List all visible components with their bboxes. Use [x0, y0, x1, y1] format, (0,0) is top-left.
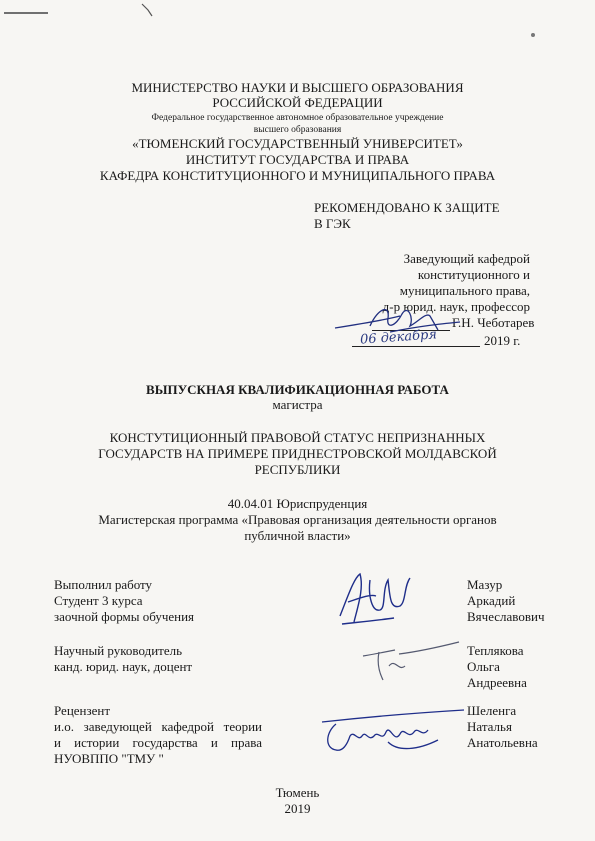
speciality-code: 40.04.01 Юриспруденция [227, 496, 368, 511]
work-title-line-2: ГОСУДАРСТВ НА ПРИМЕРЕ ПРИДНЕСТРОВСКОЙ МОЛДАВСКОЙ [98, 446, 497, 461]
student-patronymic: Вячеславович [467, 609, 545, 624]
work-type: ВЫПУСКНАЯ КВАЛИФИКАЦИОННАЯ РАБОТА [146, 382, 449, 397]
program-line-1: Магистерская программа «Правовая организация деятельности органов [98, 512, 497, 527]
head-signature [330, 296, 470, 346]
reviewer-signature [318, 702, 468, 762]
reviewer-label-1: Рецензент [54, 703, 111, 718]
supervisor-label-2: канд. юрид. наук, доцент [54, 659, 193, 674]
program-line-2: публичной власти» [244, 528, 351, 543]
student-label-2: Студент 3 курса [54, 593, 143, 608]
student-label-3: заочной формы обучения [54, 609, 195, 624]
head-title-4: д-р юрид. наук, профессор [382, 299, 530, 314]
head-name: Г.Н. Чеботарев [452, 315, 535, 330]
institution-level: высшего образования [253, 125, 342, 135]
work-title-line-3: РЕСПУБЛИКИ [254, 462, 341, 477]
head-title-3: муниципального права, [399, 283, 530, 298]
head-title-2: конституционного и [417, 267, 530, 282]
handwritten-date: 06 декабря [359, 327, 438, 348]
institute-name: ИНСТИТУТ ГОСУДАРСТВА И ПРАВА [185, 152, 410, 167]
reviewer-patronymic: Анатольевна [467, 735, 538, 750]
recommended-label: РЕКОМЕНДОВАНО К ЗАЩИТЕ [314, 200, 500, 215]
work-level: магистра [272, 397, 323, 412]
student-surname: Мазур [467, 577, 503, 592]
ministry-line-2: РОССИЙСКОЙ ФЕДЕРАЦИИ [212, 95, 383, 110]
supervisor-label-1: Научный руководитель [54, 643, 183, 658]
reviewer-label-4: НУОВППО "ТМУ " [54, 751, 164, 766]
footer-city: Тюмень [275, 785, 320, 800]
supervisor-surname: Теплякова [467, 643, 524, 658]
head-title-1: Заведующий кафедрой [403, 251, 530, 266]
supervisor-first-name: Ольга [467, 659, 500, 674]
gek-label: В ГЭК [314, 216, 351, 231]
reviewer-first-name: Наталья [467, 719, 512, 734]
department-name: КАФЕДРА КОНСТИТУЦИОННОГО И МУНИЦИПАЛЬНОГО ПРАВА [99, 168, 496, 183]
reviewer-surname: Шеленга [467, 703, 517, 718]
student-first-name: Аркадий [467, 593, 516, 608]
supervisor-signature [355, 636, 465, 686]
student-signature [330, 566, 420, 636]
ministry-line-1: МИНИСТЕРСТВО НАУКИ И ВЫСШЕГО ОБРАЗОВАНИЯ [131, 80, 464, 95]
approval-year: 2019 г. [484, 333, 521, 348]
footer-year: 2019 [284, 801, 311, 816]
institution-type: Федеральное государственное автономное образовательное учреждение [151, 113, 444, 123]
student-label-1: Выполнил работу [54, 577, 153, 592]
supervisor-patronymic: Андреевна [467, 675, 527, 690]
reviewer-label-3: и истории государства и права [54, 735, 262, 750]
work-title-line-1: КОНСТУТИЦИОННЫЙ ПРАВОВОЙ СТАТУС НЕПРИЗНАННЫХ [109, 430, 486, 445]
university-name: «ТЮМЕНСКИЙ ГОСУДАРСТВЕННЫЙ УНИВЕРСИТЕТ» [132, 136, 463, 151]
reviewer-label-2: и.о. заведующей кафедрой теории [54, 719, 262, 734]
scan-artifact-marks [0, 0, 595, 60]
